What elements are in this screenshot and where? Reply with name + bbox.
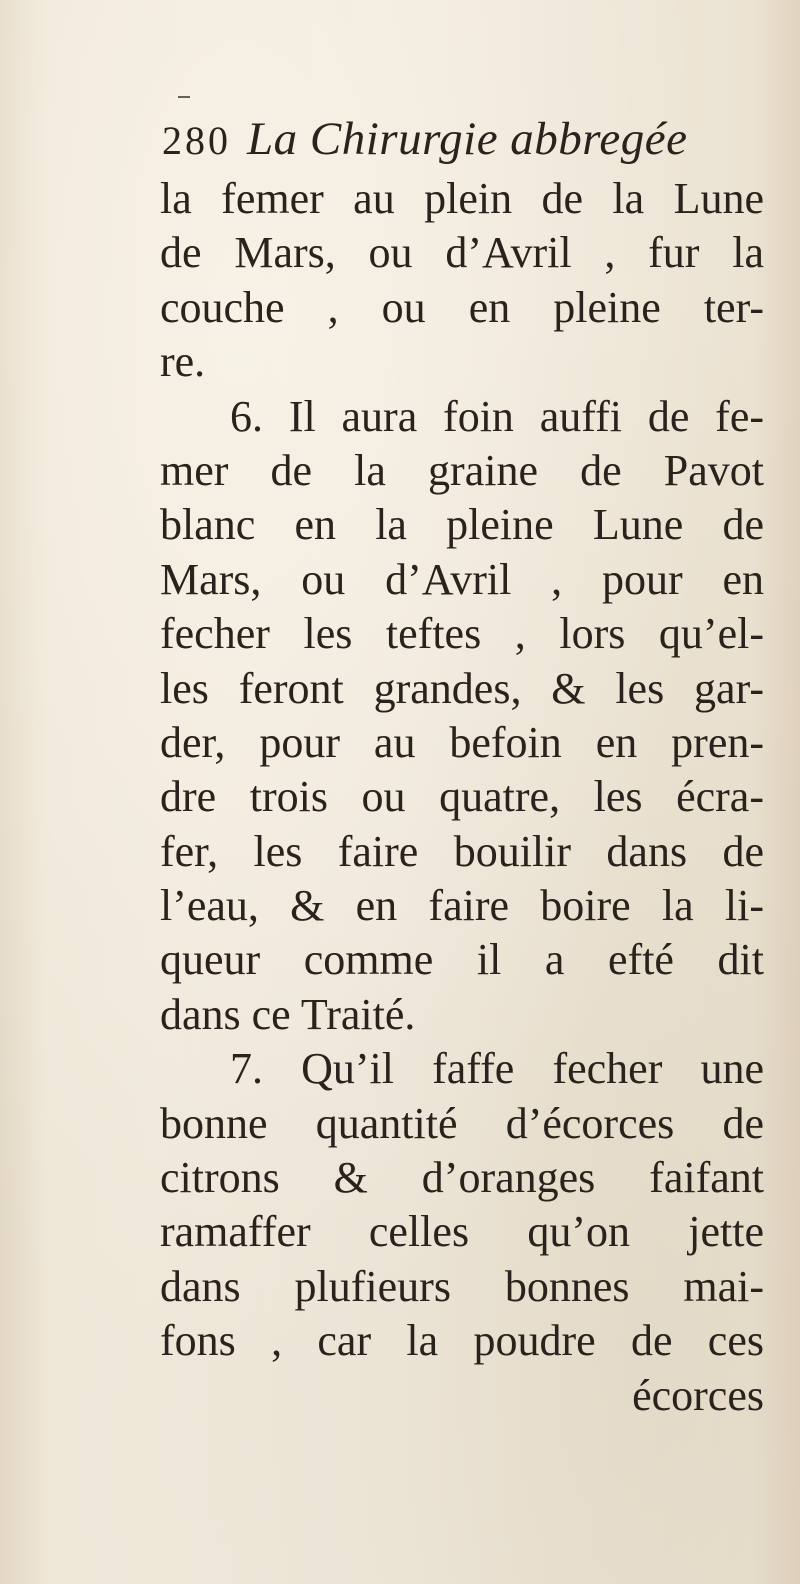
page-mark xyxy=(178,96,190,98)
running-title: La Chirurgie abbregée xyxy=(247,113,688,165)
catchword: écorces xyxy=(632,1370,764,1420)
paragraph-7-start: 7. Qu’il faffe fecher une xyxy=(230,1044,764,1094)
text-line: der, pour au befoin en pren- xyxy=(160,717,764,767)
text-line: la femer au plein de la Lune xyxy=(160,174,764,223)
text-line: Mars, ou d’Avril , pour en xyxy=(160,554,764,604)
text-line: l’eau, & en faire boire la li- xyxy=(160,881,764,931)
text-line: de Mars, ou d’Avril , fur la xyxy=(160,228,764,278)
text-line: fons , car la poudre de ces xyxy=(160,1316,764,1366)
body-text xyxy=(160,172,764,1423)
text-line: dre trois ou quatre, les écra- xyxy=(160,772,764,822)
text-line: les feront grandes, & les gar- xyxy=(160,663,764,713)
text-line: couche , ou en pleine ter- xyxy=(160,282,764,332)
text-line: re. xyxy=(160,337,206,387)
text-line: dans ce Traité. xyxy=(160,989,416,1039)
page-number: 280 xyxy=(162,118,231,163)
text-line: queur comme il a efté dit xyxy=(160,935,764,985)
text-line: bonne quantité d’écorces de xyxy=(160,1098,764,1148)
text-line: fer, les faire bouilir dans de xyxy=(160,826,764,876)
page-header xyxy=(162,112,762,172)
text-line: ramaffer celles qu’on jette xyxy=(160,1207,764,1257)
text-line: dans plufieurs bonnes mai- xyxy=(160,1261,764,1311)
text-line: citrons & d’oranges faifant xyxy=(160,1153,764,1203)
paragraph-6-start: 6. Il aura foin auffi de fe- xyxy=(230,391,764,441)
text-line: fecher les teftes , lors qu’el- xyxy=(160,609,764,659)
text-line: blanc en la pleine Lune de xyxy=(160,500,764,550)
text-line: mer de la graine de Pavot xyxy=(160,445,764,495)
